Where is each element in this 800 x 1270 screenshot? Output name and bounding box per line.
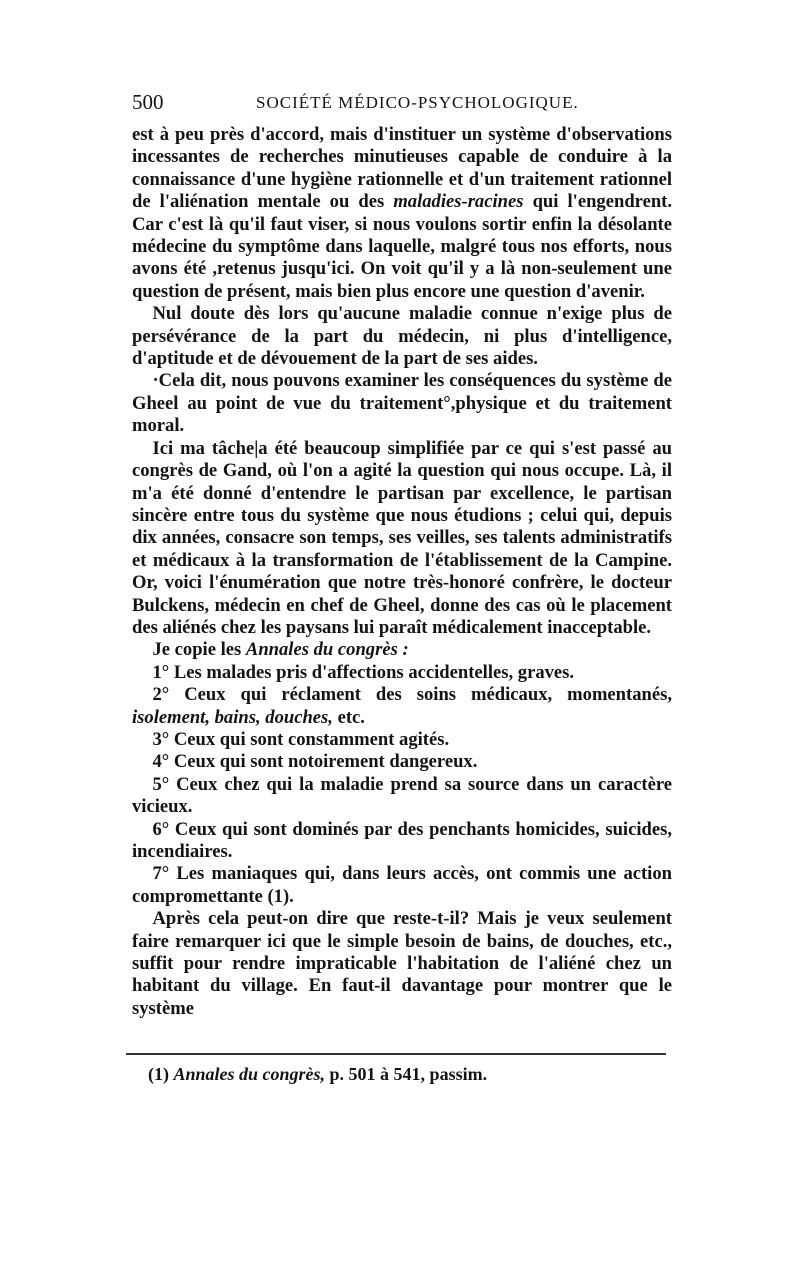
paragraph	[132, 438, 672, 640]
paragraph	[132, 303, 672, 370]
text-run: ·Cela dit, nous pouvons examiner les conséquences du système de Gheel au point de vue du traitement°,physique et du traitement moral.	[132, 370, 672, 437]
paragraph	[132, 908, 672, 1020]
page-header	[132, 90, 672, 118]
text-run: qui l'engendrent. Car c'est là qu'il faut viser, si nous voulons sortir enfin la désolante médecine du symptôme dans laquelle, malgré tous nos efforts, nous avons été ,retenus jusqu'ici. On voit qu'il y a là non-seulement une question de présent, mais bien plus encore une question d'avenir.	[132, 191, 673, 302]
footnote-marker: (1)	[148, 1064, 169, 1084]
text-run: 3° Ceux qui sont constamment agités.	[152, 728, 450, 750]
footnote	[148, 1064, 668, 1085]
text-run: 4° Ceux qui sont notoirement dangereux.	[152, 751, 478, 773]
text-run: 2° Ceux qui réclament des soins médicaux, momentanés,	[152, 684, 672, 706]
paragraph	[132, 751, 672, 773]
italic-text-run: isolement, bains, douches,	[132, 706, 333, 728]
text-run: est à peu près d'accord, mais d'instituer un système d'observations incessantes de recherches minutieuses capable de conduire à la connaissance d'une hygiène rationnelle et d'un traitement rationnel de l'aliénation mentale ou des	[132, 124, 672, 213]
paragraph	[132, 819, 672, 864]
text-run: 7° Les maniaques qui, dans leurs accès, ont commis une action compromettante (1).	[132, 863, 672, 907]
text-run: Je copie les	[152, 639, 246, 661]
footnote-title: Annales du congrès,	[173, 1064, 326, 1084]
text-run: 6° Ceux qui sont dominés par des penchants homicides, suicides, incendiaires.	[132, 818, 672, 862]
paragraph	[132, 684, 672, 729]
italic-text-run: Annales du congrès :	[245, 639, 409, 661]
paragraph	[132, 370, 672, 437]
running-head: SOCIÉTÉ MÉDICO-PSYCHOLOGIQUE.	[256, 93, 579, 112]
footnote-rule	[126, 1053, 666, 1055]
italic-text-run: maladies-racines	[393, 191, 524, 213]
body-text	[132, 124, 672, 1020]
paragraph	[132, 774, 672, 819]
paragraph	[132, 124, 672, 303]
text-run: 5° Ceux chez qui la maladie prend sa source dans un caractère vicieux.	[132, 773, 672, 818]
text-run: Nul doute dès lors qu'aucune maladie connue n'exige plus de persévérance de la part du médecin, ni plus d'intelligence, d'aptitude et de dévouement de la part de ses aides.	[132, 303, 672, 370]
paragraph	[132, 639, 672, 661]
text-run: Ici ma tâche|a été beaucoup simplifiée par ce qui s'est passé au congrès de Gand, où l'on a agité la question qui nous occupe. Là, il m'a été donné d'entendre le partisan par excellence, le partisan sincère entre tous du système que nous étudions ; celui qui, depuis dix années, consacre son temps, ses veilles, ses talents administratifs et médicaux à la transformation de l'établissement de la Campine. Or, voici l'énumération que notre très-honoré confrère, le docteur Bulckens, médecin en chef de Gheel, donne des cas où le placement des aliénés chez les paysans lui paraît médicalement inacceptable.	[132, 437, 672, 638]
page-number: 500	[132, 90, 164, 114]
text-run: etc.	[332, 706, 365, 728]
text-run: 1° Les malades pris d'affections accidentelles, graves.	[152, 661, 575, 683]
paragraph	[132, 662, 672, 684]
text-run: Après cela peut-on dire que reste-t-il? Mais je veux seulement faire remarquer ici que le simple besoin de bains, de douches, etc., suffit pour rendre impraticable l'habitation de l'aliéné chez un habitant du village. En faut-il davantage pour montrer que le système	[132, 908, 672, 1019]
paragraph	[132, 863, 672, 908]
footnote-text: p. 501 à 541, passim.	[329, 1064, 488, 1084]
paragraph	[132, 729, 672, 751]
